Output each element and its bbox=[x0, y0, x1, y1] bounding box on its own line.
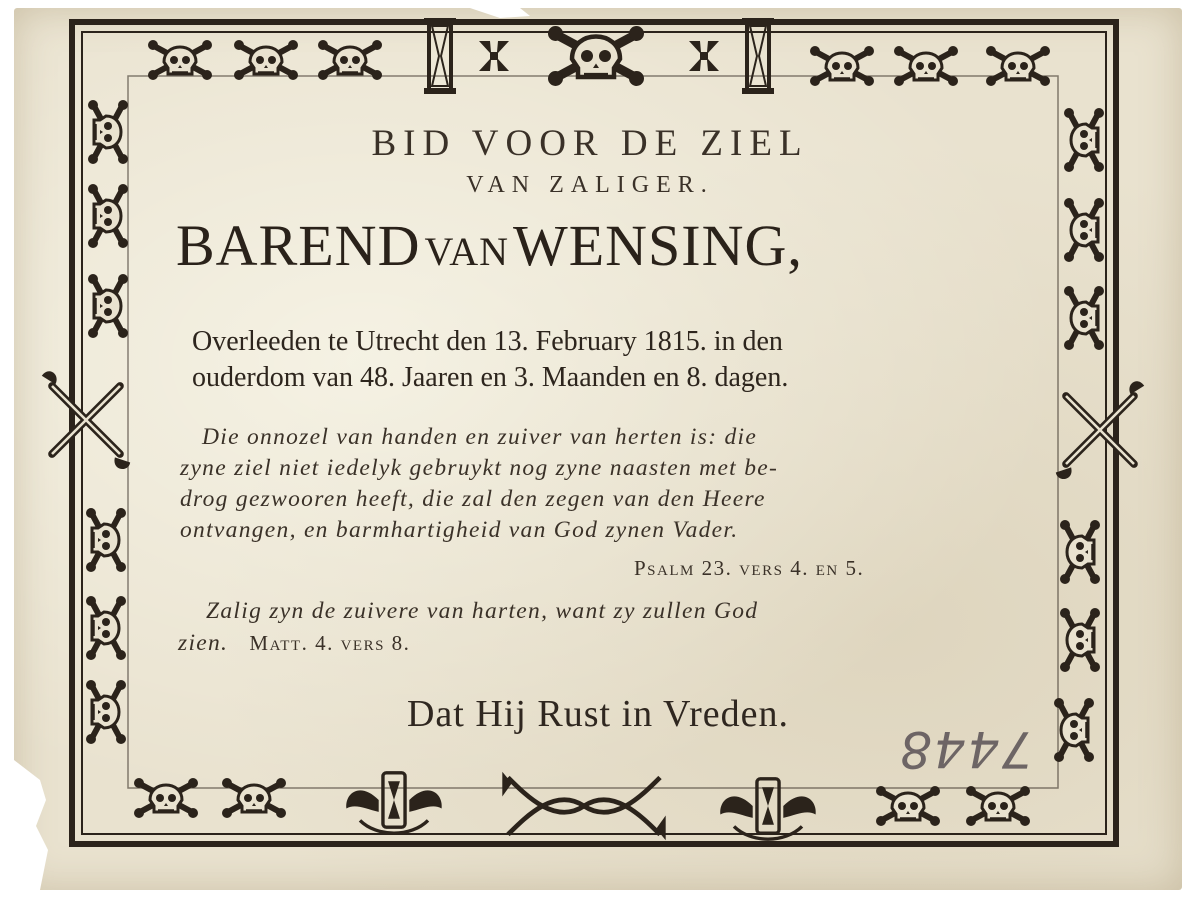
name-part3: WENSING bbox=[512, 213, 788, 278]
skull-crossbones-icon bbox=[148, 40, 212, 80]
skull-crossbones-icon bbox=[88, 184, 128, 248]
skull-crossbones-icon bbox=[548, 26, 644, 86]
cross-pattee-icon bbox=[689, 41, 719, 71]
psalm-line: drog gezwooren heeft, die zal den zegen van den Heere bbox=[180, 486, 766, 512]
skull-crossbones-icon bbox=[986, 46, 1050, 86]
hourglass-icon bbox=[424, 18, 456, 94]
skull-crossbones-icon bbox=[1060, 520, 1100, 584]
skull-crossbones-icon bbox=[810, 46, 874, 86]
skull-crossbones-icon bbox=[1064, 286, 1104, 350]
skull-crossbones-icon bbox=[134, 778, 198, 818]
closing-line: Dat Hij Rust in Vreden. bbox=[406, 693, 790, 735]
skull-crossbones-icon bbox=[234, 40, 298, 80]
matt-reference: Matt. 4. vers 8. bbox=[249, 631, 411, 655]
death-line2: ouderdom van 48. Jaaren en 3. Maanden en 8. dagen. bbox=[192, 362, 789, 393]
heading-line1: BID VOOR DE ZIEL bbox=[371, 123, 809, 164]
skull-crossbones-icon bbox=[88, 274, 128, 338]
name-part2: VAN bbox=[424, 229, 509, 274]
skull-crossbones-icon bbox=[1054, 698, 1094, 762]
name-comma: , bbox=[787, 213, 803, 278]
skull-crossbones-icon bbox=[86, 508, 126, 572]
skull-crossbones-icon bbox=[88, 100, 128, 164]
skull-crossbones-icon bbox=[966, 786, 1030, 826]
skull-crossbones-icon bbox=[876, 786, 940, 826]
matt-line2-italic: zien. bbox=[178, 630, 229, 656]
torch-crossed-icon bbox=[1056, 381, 1144, 479]
winged-hourglass-icon bbox=[346, 773, 441, 833]
skull-crossbones-icon bbox=[86, 680, 126, 744]
torch-crossed-icon bbox=[42, 371, 130, 469]
psalm-line: ontvangen, en barmhartigheid van God zynen Vader. bbox=[180, 517, 739, 543]
death-line1: Overleeden te Utrecht den 13. February 1815. in den bbox=[192, 326, 783, 357]
cross-pattee-icon bbox=[479, 41, 509, 71]
name-part1: BAREND bbox=[176, 213, 421, 278]
psalm-reference: Psalm 23. vers 4. en 5. bbox=[634, 556, 865, 580]
deceased-name bbox=[176, 212, 1036, 279]
skull-crossbones-icon bbox=[1060, 608, 1100, 672]
skull-crossbones-icon bbox=[1064, 108, 1104, 172]
matt-line1: Zalig zyn de zuivere van harten, want zy zullen God bbox=[206, 598, 759, 624]
skull-crossbones-icon bbox=[86, 596, 126, 660]
skull-crossbones-icon bbox=[1064, 198, 1104, 262]
matt-line2 bbox=[178, 630, 410, 657]
skull-crossbones-icon bbox=[222, 778, 286, 818]
skull-crossbones-icon bbox=[894, 46, 958, 86]
psalm-line: Die onnozel van handen en zuiver van herten is: die bbox=[202, 424, 758, 450]
skull-crossbones-icon bbox=[318, 40, 382, 80]
hourglass-icon bbox=[742, 18, 774, 94]
scythe-icon bbox=[502, 772, 665, 840]
psalm-line: zyne ziel niet iedelyk gebruykt nog zyne naasten met be- bbox=[180, 455, 779, 481]
heading-line2: VAN ZALIGER. bbox=[466, 172, 714, 198]
handwritten-number: 7448 bbox=[898, 720, 1034, 778]
